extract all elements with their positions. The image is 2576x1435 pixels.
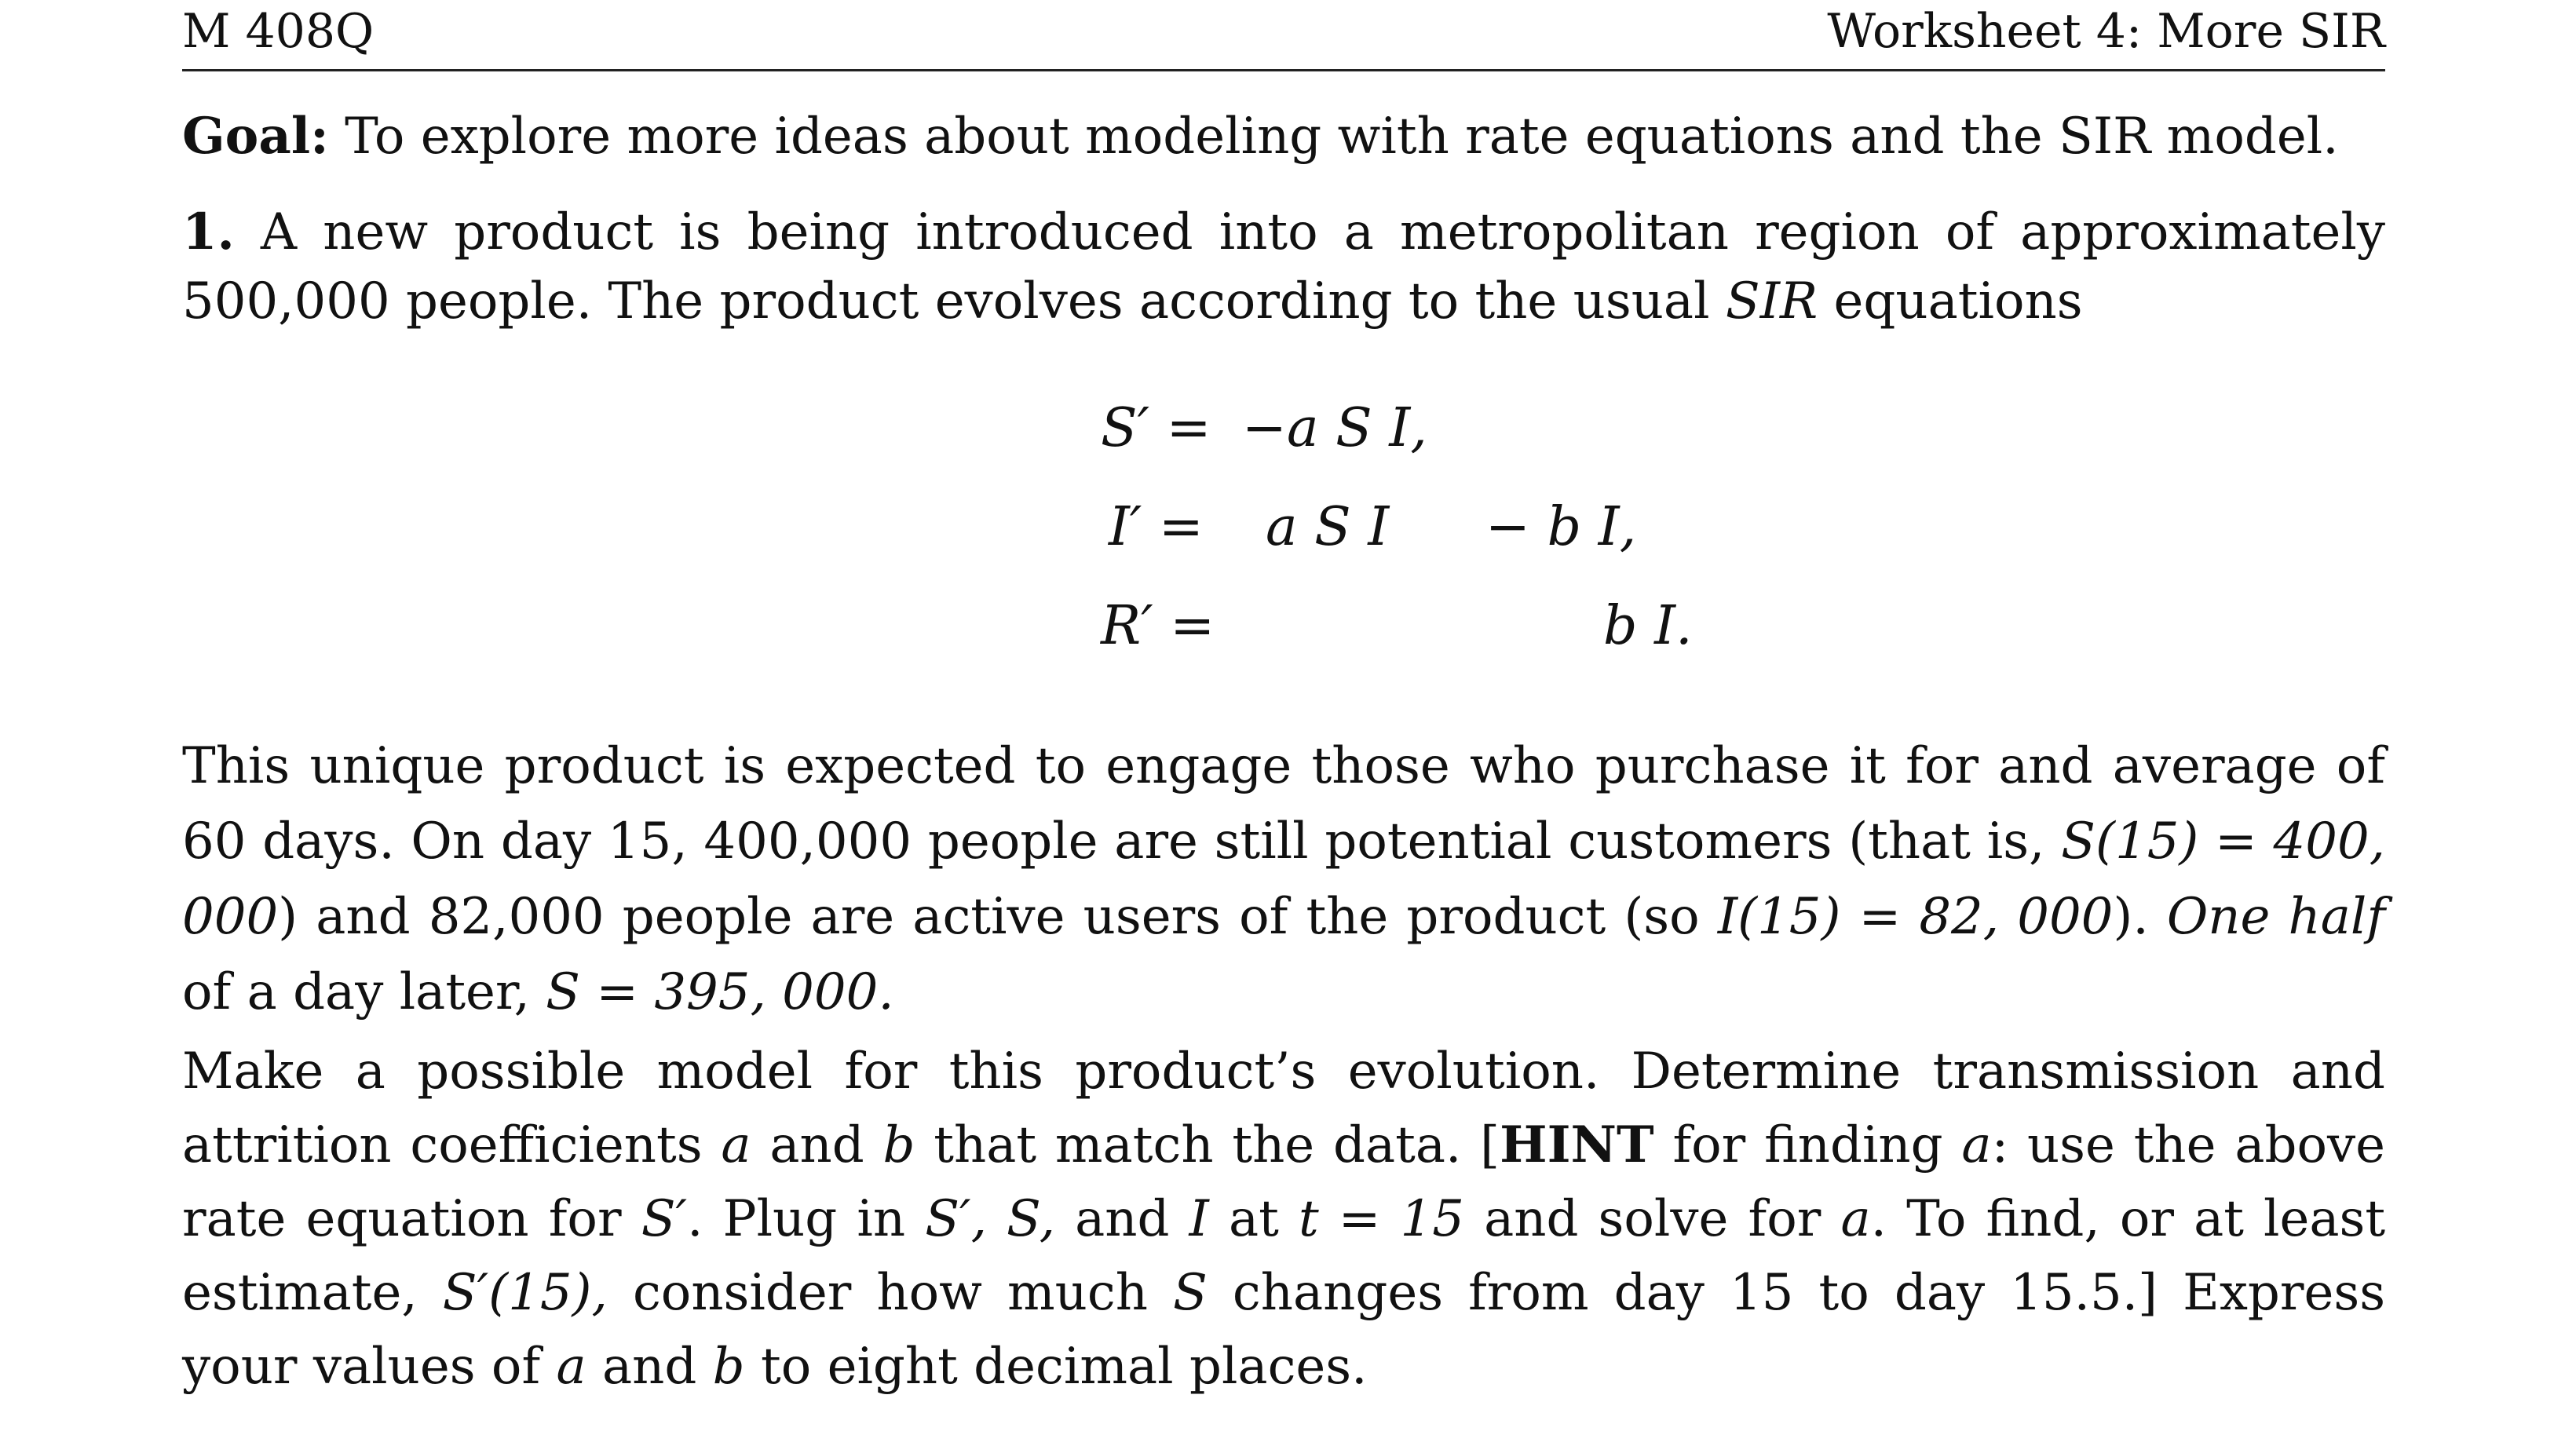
equation-i	[1069, 496, 1697, 595]
eq-term1: a S I	[1266, 496, 1390, 558]
math-i: I	[1189, 1190, 1209, 1248]
text-run: and	[601, 1338, 697, 1396]
goal-label: Goal:	[182, 107, 329, 166]
math-s-prime: S′	[641, 1190, 688, 1248]
hint-label: HINT	[1500, 1116, 1654, 1174]
math-i15: I(15) = 82, 000	[1717, 888, 2114, 946]
text-run: for finding	[1672, 1116, 1943, 1174]
eq-lhs: S′ =	[1101, 397, 1211, 459]
sir-equations	[1069, 397, 1697, 694]
equation-s	[1069, 397, 1697, 496]
text-run: . To find, or at least estimate,	[182, 1190, 2386, 1322]
math-s-prime-15: S′(15),	[442, 1264, 608, 1322]
goal-statement	[182, 102, 2385, 171]
problem-data-paragraph	[182, 728, 2385, 1030]
eq-term2: b I.	[1603, 595, 1693, 657]
sir-symbol: SIR	[1725, 272, 1818, 330]
math-list: S′, S,	[925, 1190, 1055, 1248]
text-run: at	[1228, 1190, 1279, 1248]
math-s-value: S = 395, 000.	[546, 963, 894, 1021]
text-run: . Plug in	[687, 1190, 906, 1248]
page-header	[182, 0, 2385, 71]
math-s: S	[1173, 1264, 1208, 1322]
problem-task-paragraph	[182, 1035, 2385, 1404]
text-run: and solve for	[1484, 1190, 1821, 1248]
problem-intro-text: A new product is being introduced into a metropolitan region of approximately 500,000 people. The product evolves according to the usual	[182, 203, 2386, 330]
math-a: a	[1961, 1116, 1992, 1174]
text-run: and	[769, 1116, 864, 1174]
eq-term2: − b I,	[1485, 496, 1637, 558]
text-run: consider how much	[632, 1264, 1148, 1322]
problem-number: 1.	[182, 203, 235, 261]
problem-intro-end: equations	[1833, 272, 2083, 330]
worksheet-page	[182, 0, 2386, 1396]
worksheet-title: Worksheet 4: More SIR	[1827, 4, 2385, 59]
text-run: This unique product is expected to engage those who purchase it for and average of 60 days. On day 15, 400,000 people are still potential customers (that is,	[182, 737, 2385, 871]
text-run: to eight decimal places.	[760, 1338, 1368, 1396]
eq-lhs: I′ =	[1109, 496, 1204, 558]
text-run: : use the above rate equation for	[182, 1116, 2385, 1248]
text-run: of a day later,	[182, 963, 530, 1021]
text-run: Make a possible model for this product’s evolution. Determine transmission and attrition coefficients	[182, 1042, 2385, 1174]
eq-lhs: R′ =	[1101, 595, 1215, 657]
equation-r	[1069, 595, 1697, 694]
emphasis-text: One half	[2166, 888, 2386, 946]
goal-text: To explore more ideas about modeling with rate equations and the SIR model.	[345, 108, 2339, 166]
text-run: changes from day 15 to day 15.5.] Express your values of	[182, 1264, 2386, 1396]
math-b: b	[712, 1338, 745, 1396]
course-code: M 408Q	[182, 4, 375, 59]
text-run: and	[1075, 1190, 1170, 1248]
text-run: that match the data. [	[934, 1116, 1500, 1174]
math-s15: S(15) = 400, 000	[182, 812, 2386, 946]
math-a: a	[1840, 1190, 1871, 1248]
text-run: ).	[2113, 888, 2149, 946]
math-t-eq: t = 15	[1298, 1190, 1464, 1248]
text-run: ) and 82,000 people are active users of the product (so	[278, 888, 1700, 946]
math-a: a	[721, 1116, 751, 1174]
math-b: b	[882, 1116, 915, 1174]
eq-term1: −a S I,	[1242, 397, 1427, 459]
math-a: a	[556, 1338, 586, 1396]
problem-1-intro	[182, 198, 2385, 336]
